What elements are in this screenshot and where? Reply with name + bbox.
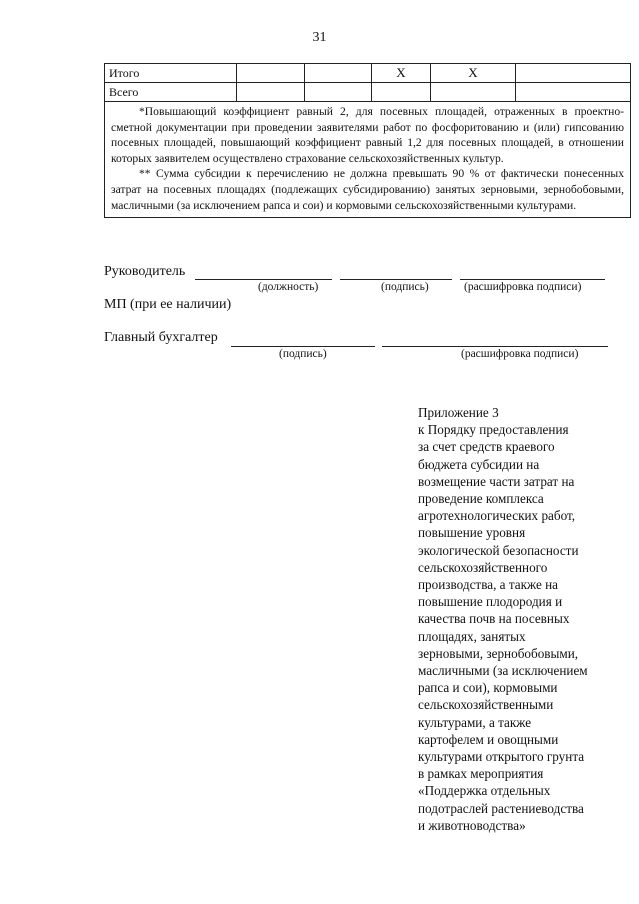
appendix-line: за счет средств краевого bbox=[418, 439, 555, 455]
appendix-line: в рамках мероприятия bbox=[418, 766, 544, 782]
table-cell bbox=[372, 83, 431, 102]
appendix-line: культурами открытого грунта bbox=[418, 749, 585, 765]
appendix-line: повышение плодородия и bbox=[418, 594, 563, 610]
appendix-line: площадях, занятых bbox=[418, 628, 526, 644]
signature-caption: (подпись) bbox=[381, 281, 429, 293]
accountant-signature-caption: (подпись) bbox=[279, 348, 327, 360]
appendix-line: культурами, а также bbox=[418, 714, 532, 730]
table-row-notes bbox=[105, 102, 631, 218]
position-line bbox=[195, 279, 332, 280]
table-cell bbox=[516, 64, 631, 83]
appendix-line: «Поддержка отдельных bbox=[418, 783, 551, 799]
table-cell bbox=[431, 83, 516, 102]
appendix-block bbox=[418, 404, 618, 834]
appendix-line: картофелем и овощными bbox=[418, 731, 559, 747]
footnotes-cell bbox=[105, 102, 631, 218]
accountant-decoding-caption: (расшифровка подписи) bbox=[461, 348, 579, 360]
appendix-line: и животноводства» bbox=[418, 817, 526, 833]
appendix-line: производства, а также на bbox=[418, 577, 559, 593]
appendix-line: подотраслей растениеводства bbox=[418, 800, 584, 816]
appendix-line: проведение комплекса bbox=[418, 491, 544, 507]
appendix-title: Приложение 3 bbox=[418, 405, 499, 420]
appendix-line: сельскохозяйственного bbox=[418, 559, 548, 575]
table-row-vsego bbox=[105, 83, 631, 102]
appendix-line: зерновыми, зернобобовыми, bbox=[418, 645, 579, 661]
table-cell bbox=[237, 83, 305, 102]
table-cell-x: X bbox=[372, 64, 431, 83]
accountant-signature-line bbox=[231, 346, 375, 347]
totals-table bbox=[104, 63, 631, 218]
table-cell bbox=[237, 64, 305, 83]
appendix-line: к Порядку предоставления bbox=[418, 422, 569, 438]
accountant-decoding-line bbox=[382, 346, 608, 347]
stamp-label: МП (при ее наличии) bbox=[104, 297, 232, 312]
signature-line bbox=[340, 279, 452, 280]
appendix-line: рапса и сои), кормовыми bbox=[418, 680, 558, 696]
table-cell-label: Итого bbox=[105, 64, 237, 83]
appendix-line: качества почв на посевных bbox=[418, 611, 570, 627]
appendix-line: сельскохозяйственными bbox=[418, 697, 554, 713]
appendix-line: повышение уровня bbox=[418, 525, 526, 541]
decoding-line bbox=[460, 279, 605, 280]
table-cell-x: X bbox=[431, 64, 516, 83]
appendix-line: возмещение части затрат на bbox=[418, 473, 575, 489]
page-number: 31 bbox=[312, 30, 327, 45]
footnote-1: *Повышающий коэффициент равный 2, для посевных площадей, отраженных в проектно-сметной документации при проведении заявителями работ по фосфоритованию и (или) гипсованию посевных площадей, повышающий коэффициент равный 1,2 для посевных площадей, в отношении которых заявителем осуществлено страхование сельскохозяйственных культур. bbox=[111, 105, 624, 165]
appendix-line: масличными (за исключением bbox=[418, 663, 588, 679]
decoding-caption: (расшифровка подписи) bbox=[464, 281, 582, 293]
appendix-line: экологической безопасности bbox=[418, 542, 579, 558]
position-caption: (должность) bbox=[258, 281, 319, 293]
head-label: Руководитель bbox=[104, 264, 186, 279]
table-cell bbox=[305, 64, 372, 83]
table-cell-label: Всего bbox=[105, 83, 237, 102]
footnote-2: ** Сумма субсидии к перечислению не должна превышать 90 % от фактически понесенных затрат на посевных площадях (подлежащих субсидированию) занятых зерновыми, зернобобовыми, масличными (за исключением рапса и сои) и кормовыми сельскохозяйственными культурами. bbox=[111, 167, 624, 212]
table-cell bbox=[516, 83, 631, 102]
table-cell bbox=[305, 83, 372, 102]
appendix-line: бюджета субсидии на bbox=[418, 456, 540, 472]
accountant-label: Главный бухгалтер bbox=[104, 330, 218, 345]
appendix-line: агротехнологических работ, bbox=[418, 508, 576, 524]
table-row-itogo bbox=[105, 64, 631, 83]
